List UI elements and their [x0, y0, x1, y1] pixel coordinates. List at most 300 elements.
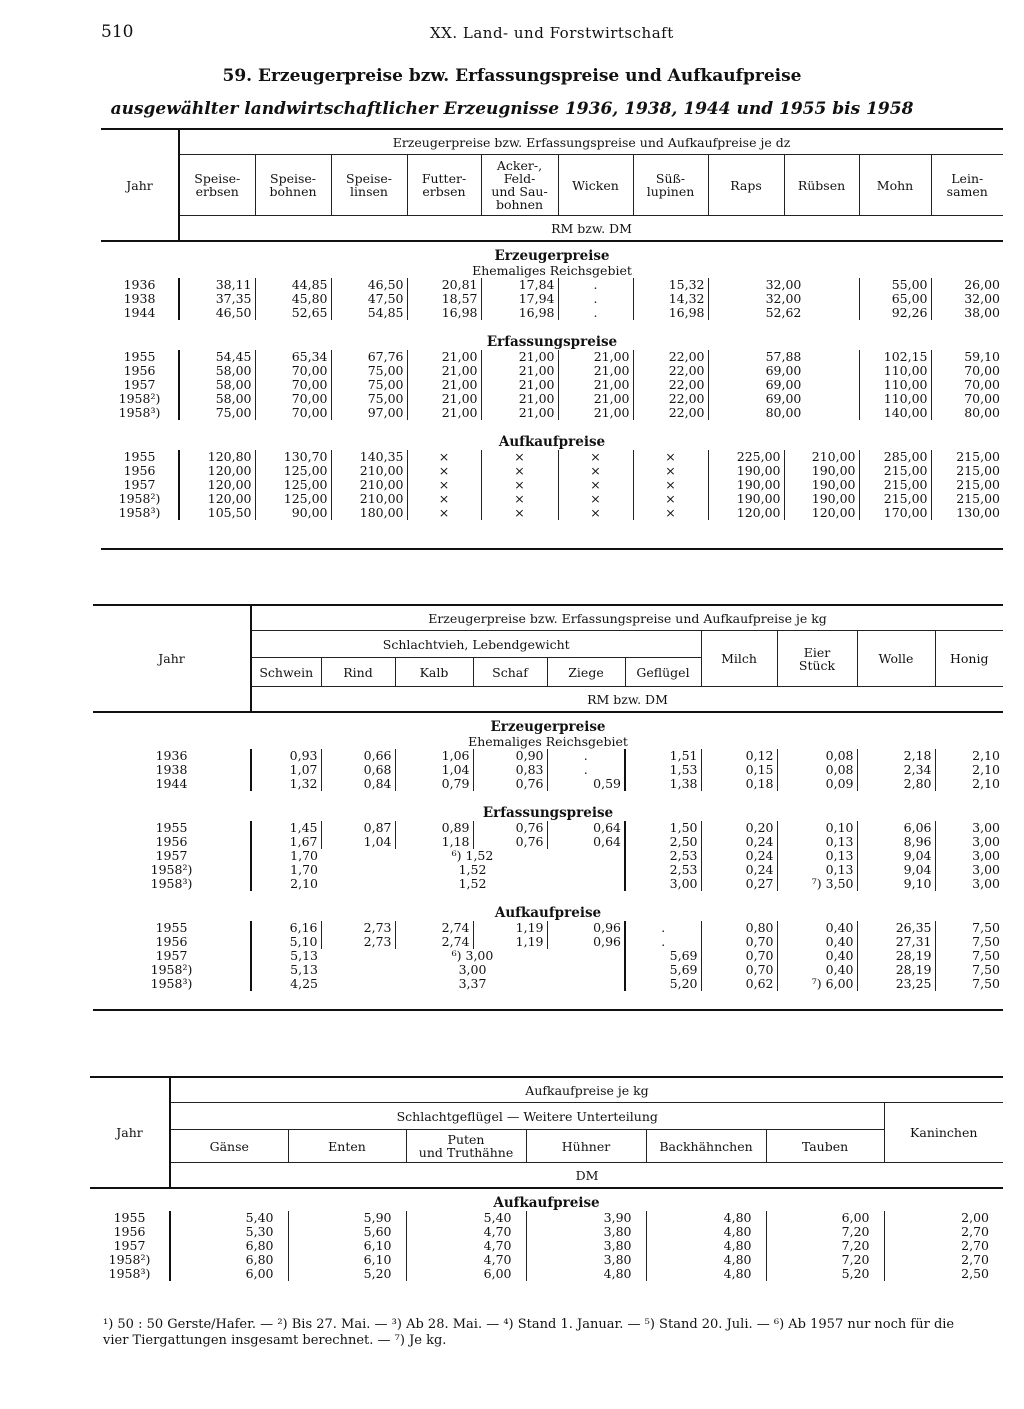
value-cell: 2,70: [884, 1253, 1003, 1267]
value-cell: 2,10: [935, 763, 1003, 777]
value-cell: 5,10: [251, 935, 321, 949]
year-cell: 1957: [155, 948, 188, 963]
column-header: Futter- erbsen: [407, 155, 481, 216]
value-cell: .: [558, 306, 633, 320]
value-cell: 215,00: [859, 478, 931, 492]
value-cell: 5,40: [406, 1211, 526, 1225]
sub-group-header: Schlachtgeflügel — Weitere Unterteilung: [170, 1103, 884, 1130]
column-header: Rind: [321, 658, 395, 687]
value-cell: 170,00: [859, 506, 931, 520]
value-cell: 75,00: [179, 406, 255, 420]
value-cell: 22,00: [633, 364, 708, 378]
value-cell: 7,50: [935, 963, 1003, 977]
value-cell: 6,00: [766, 1211, 884, 1225]
value-cell: 2,73: [321, 921, 395, 935]
year-cell: 1958³): [150, 876, 193, 891]
value-cell: 16,98: [633, 306, 708, 320]
value-cell: ×: [407, 464, 481, 478]
value-cell: 55,00: [859, 278, 931, 292]
value-cell: 5,20: [625, 977, 701, 991]
table-row: [90, 1267, 1003, 1281]
value-cell: 0,12: [701, 749, 777, 763]
value-cell: 21,00: [558, 406, 633, 420]
table-row: [93, 877, 1003, 891]
table-row: [101, 292, 1003, 306]
table-row: [101, 492, 1003, 506]
value-cell: 215,00: [859, 464, 931, 478]
group-header: Erzeugerpreise bzw. Erfassungspreise und Aufkaufpreise je kg: [251, 605, 1003, 631]
value-cell: ×: [481, 506, 558, 520]
value-cell: 3,80: [526, 1253, 646, 1267]
section-title: Aufkaufpreise: [498, 434, 606, 450]
value-cell: 7,20: [766, 1253, 884, 1267]
column-header: Hühner: [526, 1130, 646, 1163]
year-cell: 1944: [123, 305, 156, 320]
table-row: [90, 1253, 1003, 1267]
year-cell: 1957: [155, 848, 188, 863]
value-cell: 22,00: [633, 406, 708, 420]
value-cell: 37,35: [179, 292, 255, 306]
section-title: Erfassungspreise: [482, 805, 614, 821]
value-cell: 1,67: [251, 835, 321, 849]
value-cell: ⁶) 1,52: [451, 848, 494, 863]
value-cell: 28,19: [857, 949, 935, 963]
value-cell: 14,32: [633, 292, 708, 306]
value-cell: 6,80: [170, 1239, 288, 1253]
column-header: Wolle: [857, 631, 935, 687]
unit-row: RM bzw. DM: [179, 216, 1003, 242]
section-subtitle: Ehemaliges Reichsgebiet: [468, 734, 628, 749]
value-cell: 6,16: [251, 921, 321, 935]
value-cell: 0,13: [777, 863, 857, 877]
value-cell: 47,50: [331, 292, 407, 306]
value-cell: 0,40: [777, 921, 857, 935]
value-cell: 215,00: [931, 478, 1003, 492]
value-cell: 2,50: [884, 1267, 1003, 1281]
year-cell: 1958³): [118, 505, 161, 520]
value-cell: 0,13: [777, 835, 857, 849]
value-cell: 190,00: [708, 478, 784, 492]
value-cell: 130,70: [255, 450, 331, 464]
value-cell: 3,00: [935, 863, 1003, 877]
value-cell: 0,13: [777, 849, 857, 863]
value-cell: 0,24: [701, 863, 777, 877]
table-row: [93, 935, 1003, 949]
value-cell: 6,06: [857, 821, 935, 835]
value-cell: 70,00: [255, 392, 331, 406]
value-cell: 38,00: [931, 306, 1003, 320]
value-cell: 1,19: [473, 935, 547, 949]
column-header: Wicken: [558, 155, 633, 216]
value-cell: 32,00: [708, 278, 859, 292]
column-header: Eier Stück: [777, 631, 857, 687]
table-row: [93, 963, 1003, 977]
table-row: [93, 863, 1003, 877]
group-header: Aufkaufpreise je kg: [170, 1077, 1003, 1103]
group-header: Erzeugerpreise bzw. Erfassungspreise und Aufkaufpreise je dz: [179, 129, 1003, 155]
value-cell: 3,37: [458, 976, 487, 991]
jahr-header: Jahr: [93, 605, 251, 712]
value-cell: 3,80: [526, 1239, 646, 1253]
value-cell: 7,50: [935, 949, 1003, 963]
year-cell: 1938: [155, 762, 188, 777]
table-row: [93, 849, 1003, 863]
table-row: [101, 278, 1003, 292]
table-row: [93, 777, 1003, 791]
value-cell: 21,00: [407, 392, 481, 406]
page-number: 510: [101, 22, 134, 42]
value-cell: 190,00: [708, 492, 784, 506]
value-cell: 70,00: [255, 406, 331, 420]
value-cell: 2,74: [395, 921, 473, 935]
column-header: Lein- samen: [931, 155, 1003, 216]
table-row: [101, 478, 1003, 492]
value-cell: 4,80: [526, 1267, 646, 1281]
value-cell: 5,69: [625, 949, 701, 963]
value-cell: 2,10: [935, 749, 1003, 763]
value-cell: ×: [633, 478, 708, 492]
year-cell: 1958²): [108, 1252, 151, 1267]
value-cell: 2,80: [857, 777, 935, 791]
column-header: Raps: [708, 155, 784, 216]
value-cell: 6,00: [170, 1267, 288, 1281]
year-cell: 1956: [113, 1224, 146, 1239]
chapter-heading: XX. Land- und Forstwirtschaft: [430, 24, 674, 42]
value-cell: 21,00: [558, 378, 633, 392]
value-cell: 0,96: [547, 935, 625, 949]
value-cell: 5,90: [288, 1211, 406, 1225]
value-cell: ×: [407, 450, 481, 464]
column-header: Ziege: [547, 658, 625, 687]
value-cell: 5,20: [766, 1267, 884, 1281]
value-cell: ⁶) 3,00: [451, 948, 494, 963]
section-title: Erzeugerpreise: [490, 719, 606, 735]
value-cell: 22,00: [633, 392, 708, 406]
value-cell: .: [625, 921, 701, 935]
value-cell: 21,00: [481, 364, 558, 378]
value-cell: 21,00: [481, 350, 558, 364]
value-cell: 0,15: [701, 763, 777, 777]
value-cell: 5,69: [625, 963, 701, 977]
column-header: Milch: [701, 631, 777, 687]
value-cell: 4,70: [406, 1239, 526, 1253]
value-cell: 3,00: [625, 877, 701, 891]
value-cell: 57,88: [708, 350, 859, 364]
value-cell: 97,00: [331, 406, 407, 420]
value-cell: ×: [633, 492, 708, 506]
value-cell: ×: [558, 464, 633, 478]
table-row: [101, 392, 1003, 406]
value-cell: 125,00: [255, 464, 331, 478]
value-cell: 210,00: [331, 492, 407, 506]
value-cell: 46,50: [179, 306, 255, 320]
value-cell: 0,08: [777, 749, 857, 763]
value-cell: 110,00: [859, 364, 931, 378]
value-cell: 120,00: [179, 492, 255, 506]
value-cell: 125,00: [255, 492, 331, 506]
value-cell: 21,00: [407, 406, 481, 420]
year-cell: 1957: [123, 377, 156, 392]
value-cell: 59,10: [931, 350, 1003, 364]
value-cell: 70,00: [255, 378, 331, 392]
value-cell: 120,00: [179, 464, 255, 478]
value-cell: 1,04: [395, 763, 473, 777]
value-cell: 2,70: [884, 1239, 1003, 1253]
year-cell: 1958²): [118, 391, 161, 406]
value-cell: 180,00: [331, 506, 407, 520]
value-cell: 7,50: [935, 935, 1003, 949]
column-header: Mohn: [859, 155, 931, 216]
table-feldfruechte: [101, 128, 1003, 550]
value-cell: 21,00: [481, 392, 558, 406]
value-cell: 2,74: [395, 935, 473, 949]
value-cell: 4,80: [646, 1225, 766, 1239]
value-cell: 110,00: [859, 392, 931, 406]
column-header: Speise- erbsen: [179, 155, 255, 216]
value-cell: 70,00: [931, 378, 1003, 392]
value-cell: 190,00: [784, 478, 859, 492]
year-cell: 1958³): [108, 1266, 151, 1281]
column-header: Geflügel: [625, 658, 701, 687]
value-cell: 4,80: [646, 1211, 766, 1225]
table-row: [101, 406, 1003, 420]
value-cell: .: [547, 749, 625, 763]
value-cell: 1,18: [395, 835, 473, 849]
value-cell: 3,00: [935, 821, 1003, 835]
value-cell: 0,59: [547, 777, 625, 791]
value-cell: 7,20: [766, 1239, 884, 1253]
value-cell: 0,68: [321, 763, 395, 777]
value-cell: 45,80: [255, 292, 331, 306]
value-cell: 90,00: [255, 506, 331, 520]
table-row: [93, 949, 1003, 963]
value-cell: 92,26: [859, 306, 931, 320]
year-cell: 1956: [123, 463, 156, 478]
value-cell: 0,66: [321, 749, 395, 763]
value-cell: 18,57: [407, 292, 481, 306]
value-cell: 21,00: [407, 378, 481, 392]
value-cell: 28,19: [857, 963, 935, 977]
value-cell: 16,98: [481, 306, 558, 320]
value-cell: 102,15: [859, 350, 931, 364]
value-cell: 210,00: [331, 478, 407, 492]
value-cell: 1,53: [625, 763, 701, 777]
value-cell: 0,18: [701, 777, 777, 791]
column-header: Schaf: [473, 658, 547, 687]
value-cell: 5,30: [170, 1225, 288, 1239]
value-cell: 0,20: [701, 821, 777, 835]
value-cell: 5,13: [251, 949, 321, 963]
value-cell: 3,00: [935, 877, 1003, 891]
value-cell: 21,00: [481, 406, 558, 420]
value-cell: 110,00: [859, 378, 931, 392]
value-cell: 3,80: [526, 1225, 646, 1239]
value-cell: .: [558, 278, 633, 292]
value-cell: 58,00: [179, 392, 255, 406]
value-cell: 4,80: [646, 1267, 766, 1281]
value-cell: 2,10: [251, 877, 321, 891]
value-cell: 26,00: [931, 278, 1003, 292]
value-cell: 1,45: [251, 821, 321, 835]
value-cell: 70,00: [931, 392, 1003, 406]
value-cell: 3,00: [935, 849, 1003, 863]
value-cell: 3,90: [526, 1211, 646, 1225]
value-cell: 1,52: [458, 876, 487, 891]
value-cell: 2,10: [935, 777, 1003, 791]
value-cell: 1,06: [395, 749, 473, 763]
column-header: Honig: [935, 631, 1003, 687]
value-cell: ×: [633, 450, 708, 464]
unit-row: DM: [170, 1163, 1003, 1189]
value-cell: .: [625, 935, 701, 949]
table-row: [93, 835, 1003, 849]
section-title: Erfassungspreise: [486, 334, 618, 350]
value-cell: 58,00: [179, 364, 255, 378]
column-header: Backhähnchen: [646, 1130, 766, 1163]
value-cell: 75,00: [331, 364, 407, 378]
value-cell: 26,35: [857, 921, 935, 935]
value-cell: ×: [407, 506, 481, 520]
value-cell: 1,38: [625, 777, 701, 791]
section-title: Erzeugerpreise: [494, 248, 610, 264]
table-row: [90, 1225, 1003, 1239]
value-cell: 17,84: [481, 278, 558, 292]
year-cell: 1958³): [150, 976, 193, 991]
value-cell: 0,70: [701, 963, 777, 977]
value-cell: 20,81: [407, 278, 481, 292]
value-cell: 0,70: [701, 935, 777, 949]
column-header: Gänse: [170, 1130, 288, 1163]
year-cell: 1956: [123, 363, 156, 378]
value-cell: 1,32: [251, 777, 321, 791]
value-cell: 1,50: [625, 821, 701, 835]
value-cell: 9,10: [857, 877, 935, 891]
value-cell: 21,00: [407, 350, 481, 364]
value-cell: 1,52: [458, 862, 487, 877]
footnotes: ¹) 50 : 50 Gerste/Hafer. — ²) Bis 27. Mai. — ³) Ab 28. Mai. — ⁴) Stand 1. Januar. — ⁵) Stand 20. Juli. — ⁶) Ab 1957 nur noch für die vier Tiergattungen insgesamt berechnet. — ⁷) Je kg.: [103, 1317, 955, 1348]
value-cell: 105,50: [179, 506, 255, 520]
value-cell: 5,60: [288, 1225, 406, 1239]
sub-group-header: Schlachtvieh, Lebendgewicht: [251, 631, 701, 658]
value-cell: 54,85: [331, 306, 407, 320]
value-cell: 125,00: [255, 478, 331, 492]
value-cell: 15,32: [633, 278, 708, 292]
value-cell: 6,00: [406, 1267, 526, 1281]
value-cell: 120,00: [708, 506, 784, 520]
value-cell: ×: [558, 492, 633, 506]
value-cell: 2,50: [625, 835, 701, 849]
value-cell: 210,00: [331, 464, 407, 478]
year-cell: 1956: [155, 834, 188, 849]
unit-row: RM bzw. DM: [251, 687, 1003, 713]
value-cell: 8,96: [857, 835, 935, 849]
value-cell: 80,00: [708, 406, 859, 420]
value-cell: 0,76: [473, 777, 547, 791]
value-cell: 215,00: [931, 464, 1003, 478]
column-header: Schwein: [251, 658, 321, 687]
value-cell: 120,80: [179, 450, 255, 464]
table-subtitle: ausgewählter landwirtschaftlicher Erzeugnisse 1936, 1938, 1944 und 1955 bis 1958: [110, 99, 914, 119]
value-cell: 190,00: [708, 464, 784, 478]
value-cell: 1,19: [473, 921, 547, 935]
value-cell: 7,50: [935, 977, 1003, 991]
value-cell: 0,64: [547, 835, 625, 849]
value-cell: 0,96: [547, 921, 625, 935]
year-cell: 1957: [113, 1238, 146, 1253]
value-cell: 5,13: [251, 963, 321, 977]
value-cell: .: [558, 292, 633, 306]
column-header: Süß- lupinen: [633, 155, 708, 216]
table-row: [101, 350, 1003, 364]
value-cell: 6,10: [288, 1253, 406, 1267]
value-cell: ×: [481, 464, 558, 478]
value-cell: 0,40: [777, 963, 857, 977]
value-cell: 32,00: [708, 292, 859, 306]
value-cell: 0,24: [701, 849, 777, 863]
value-cell: ×: [407, 492, 481, 506]
value-cell: 0,62: [701, 977, 777, 991]
year-cell: 1958²): [150, 962, 193, 977]
table-row: [93, 821, 1003, 835]
year-cell: 1958²): [150, 862, 193, 877]
column-header: Tauben: [766, 1130, 884, 1163]
column-header: Speise- bohnen: [255, 155, 331, 216]
value-cell: ⁷) 6,00: [777, 977, 857, 991]
value-cell: 2,00: [884, 1211, 1003, 1225]
value-cell: ⁷) 3,50: [777, 877, 857, 891]
value-cell: 21,00: [558, 350, 633, 364]
value-cell: 70,00: [931, 364, 1003, 378]
value-cell: 1,70: [251, 863, 321, 877]
value-cell: ×: [481, 492, 558, 506]
value-cell: 140,00: [859, 406, 931, 420]
year-cell: 1955: [155, 820, 188, 835]
value-cell: 210,00: [784, 450, 859, 464]
value-cell: 0,87: [321, 821, 395, 835]
value-cell: 0,89: [395, 821, 473, 835]
value-cell: 0,40: [777, 935, 857, 949]
value-cell: 65,00: [859, 292, 931, 306]
value-cell: 215,00: [859, 492, 931, 506]
value-cell: 22,00: [633, 378, 708, 392]
value-cell: 285,00: [859, 450, 931, 464]
value-cell: 190,00: [784, 492, 859, 506]
value-cell: 6,10: [288, 1239, 406, 1253]
column-header: Puten und Truthähne: [406, 1130, 526, 1163]
value-cell: 75,00: [331, 378, 407, 392]
table-row: [101, 364, 1003, 378]
value-cell: 0,70: [701, 949, 777, 963]
year-cell: 1936: [123, 277, 156, 292]
value-cell: 9,04: [857, 863, 935, 877]
value-cell: 0,80: [701, 921, 777, 935]
column-header: Kalb: [395, 658, 473, 687]
table-row: [101, 506, 1003, 520]
value-cell: 21,00: [407, 364, 481, 378]
column-header: Acker-, Feld- und Sau- bohnen: [481, 155, 558, 216]
value-cell: 4,80: [646, 1253, 766, 1267]
value-cell: 120,00: [784, 506, 859, 520]
table-row: [101, 306, 1003, 320]
value-cell: 21,00: [558, 364, 633, 378]
year-cell: 1958³): [118, 405, 161, 420]
jahr-header: Jahr: [101, 129, 179, 241]
year-cell: 1958²): [118, 491, 161, 506]
value-cell: 21,00: [558, 392, 633, 406]
value-cell: 52,62: [708, 306, 859, 320]
table-row: [101, 464, 1003, 478]
value-cell: 0,83: [473, 763, 547, 777]
